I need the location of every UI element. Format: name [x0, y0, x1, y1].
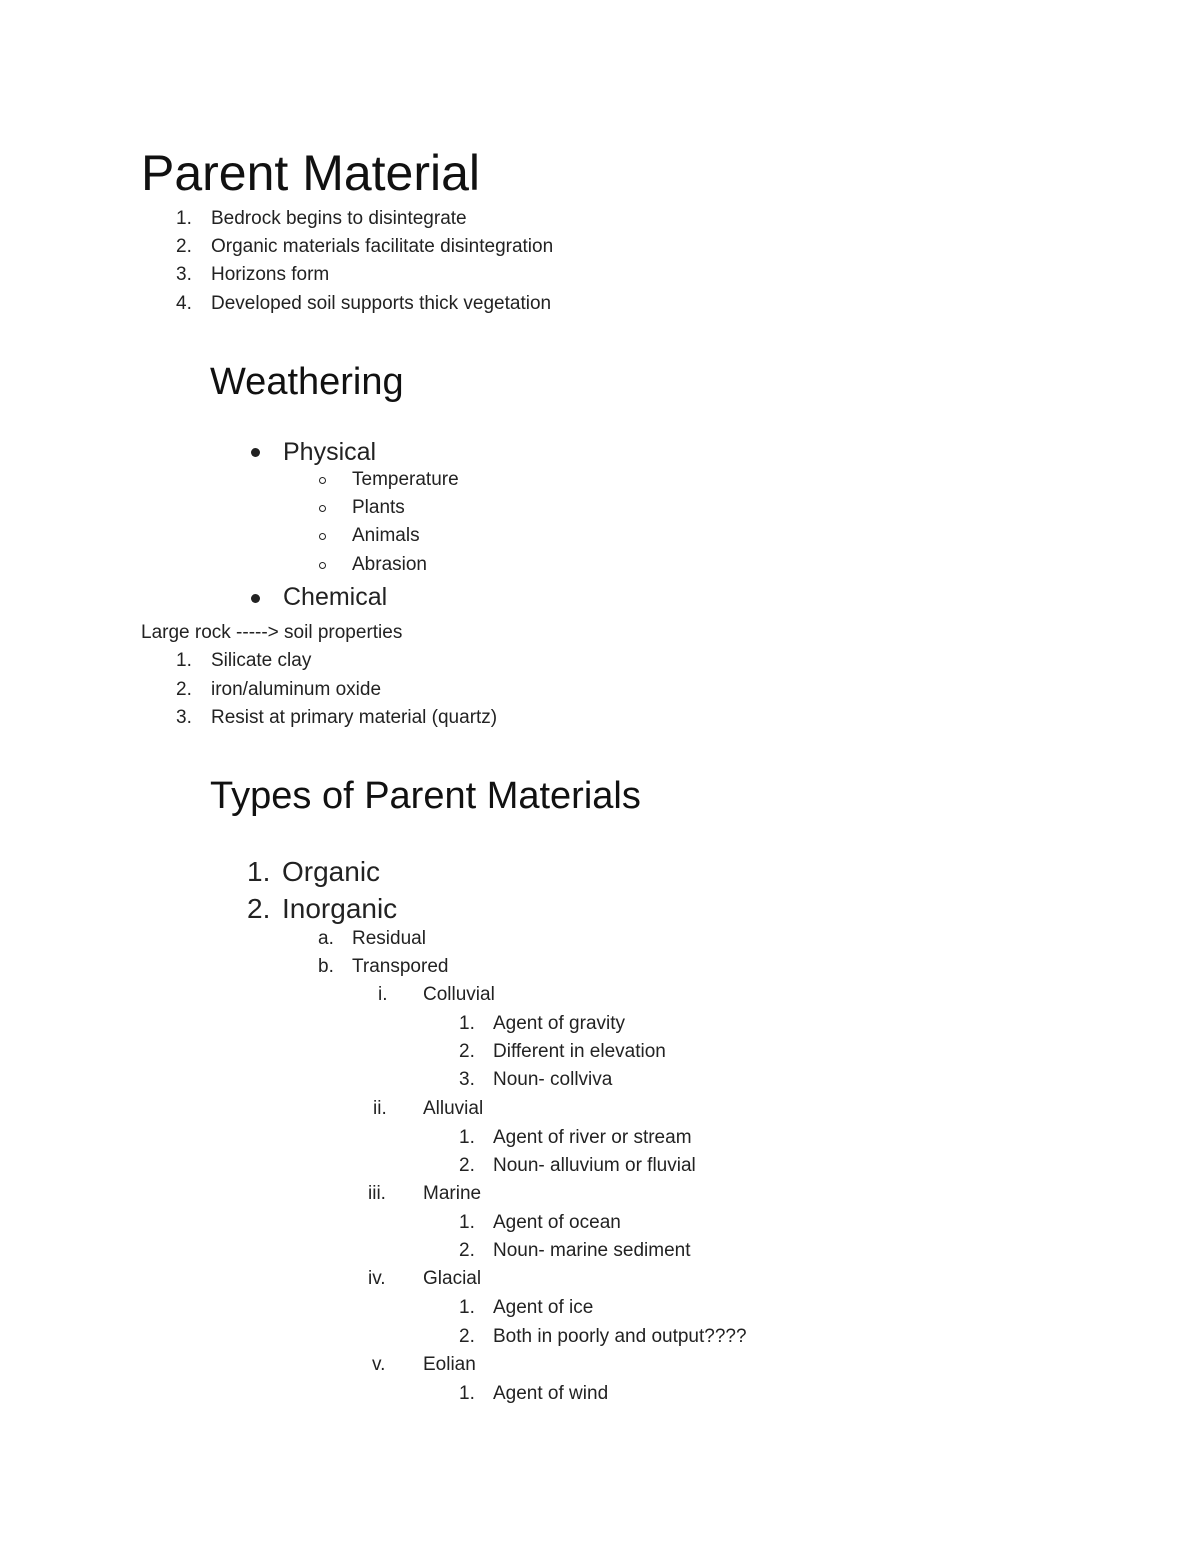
- list-item: Transpored: [352, 956, 449, 977]
- physical-label: Physical: [283, 438, 377, 466]
- chemical-label: Chemical: [283, 583, 388, 611]
- list-marker: 2.: [459, 1155, 475, 1176]
- list-item: Resist at primary material (quartz): [211, 707, 498, 728]
- list-item: Animals: [352, 525, 420, 546]
- list-item: Organic materials facilitate disintegration: [211, 236, 554, 257]
- list-marker: 3.: [459, 1069, 475, 1090]
- list-item: Residual: [352, 928, 426, 949]
- list-item: Different in elevation: [493, 1041, 666, 1062]
- list-marker: iv.: [368, 1268, 386, 1289]
- list-item: Agent of river or stream: [493, 1127, 692, 1148]
- bullet-ring-icon: [319, 477, 326, 484]
- list-marker: a.: [318, 928, 334, 949]
- list-item: Both in poorly and output????: [493, 1326, 747, 1347]
- list-marker: b.: [318, 956, 334, 977]
- list-item: Noun- alluvium or fluvial: [493, 1155, 696, 1176]
- list-marker: ii.: [373, 1098, 387, 1119]
- list-marker: 4.: [176, 293, 192, 314]
- list-marker: i.: [378, 984, 388, 1005]
- list-item: Silicate clay: [211, 650, 312, 671]
- alluvial-label: Alluvial: [423, 1098, 484, 1119]
- list-item: iron/aluminum oxide: [211, 679, 382, 700]
- list-marker: 2.: [459, 1041, 475, 1062]
- list-marker: 2.: [176, 679, 192, 700]
- bullet-dot-icon: [251, 448, 260, 457]
- list-marker: 2.: [247, 893, 271, 924]
- glacial-label: Glacial: [423, 1268, 482, 1289]
- list-marker: 1.: [247, 856, 271, 887]
- list-item: Agent of ice: [493, 1297, 594, 1318]
- list-marker: 1.: [459, 1212, 475, 1233]
- list-item: Plants: [352, 497, 405, 518]
- marine-label: Marine: [423, 1183, 482, 1204]
- list-marker: 2.: [459, 1240, 475, 1261]
- list-item: Agent of wind: [493, 1383, 609, 1404]
- colluvial-label: Colluvial: [423, 984, 495, 1005]
- list-marker: 1.: [459, 1297, 475, 1318]
- bullet-ring-icon: [319, 562, 326, 569]
- weathering-note: Large rock -----> soil properties: [141, 622, 403, 643]
- list-marker: 1.: [459, 1013, 475, 1034]
- bullet-ring-icon: [319, 505, 326, 512]
- list-marker: 1.: [176, 650, 192, 671]
- list-item: Agent of ocean: [493, 1212, 621, 1233]
- list-item: Noun- marine sediment: [493, 1240, 691, 1261]
- list-item: Bedrock begins to disintegrate: [211, 208, 467, 229]
- page-title: Parent Material: [141, 145, 481, 201]
- list-marker: 2.: [459, 1326, 475, 1347]
- organic-label: Organic: [282, 856, 381, 887]
- list-marker: 1.: [176, 208, 192, 229]
- list-item: Agent of gravity: [493, 1013, 626, 1034]
- list-item: Temperature: [352, 469, 459, 490]
- list-marker: v.: [372, 1354, 386, 1375]
- bullet-ring-icon: [319, 533, 326, 540]
- list-item: Abrasion: [352, 554, 427, 575]
- inorganic-label: Inorganic: [282, 893, 398, 924]
- list-marker: iii.: [368, 1183, 386, 1204]
- list-marker: 2.: [176, 236, 192, 257]
- list-marker: 3.: [176, 264, 192, 285]
- weathering-heading: Weathering: [210, 361, 404, 403]
- list-marker: 1.: [459, 1127, 475, 1148]
- list-marker: 3.: [176, 707, 192, 728]
- list-item: Horizons form: [211, 264, 330, 285]
- list-item: Developed soil supports thick vegetation: [211, 293, 552, 314]
- types-heading: Types of Parent Materials: [210, 775, 641, 817]
- list-marker: 1.: [459, 1383, 475, 1404]
- bullet-dot-icon: [251, 594, 260, 603]
- eolian-label: Eolian: [423, 1354, 476, 1375]
- list-item: Noun- collviva: [493, 1069, 613, 1090]
